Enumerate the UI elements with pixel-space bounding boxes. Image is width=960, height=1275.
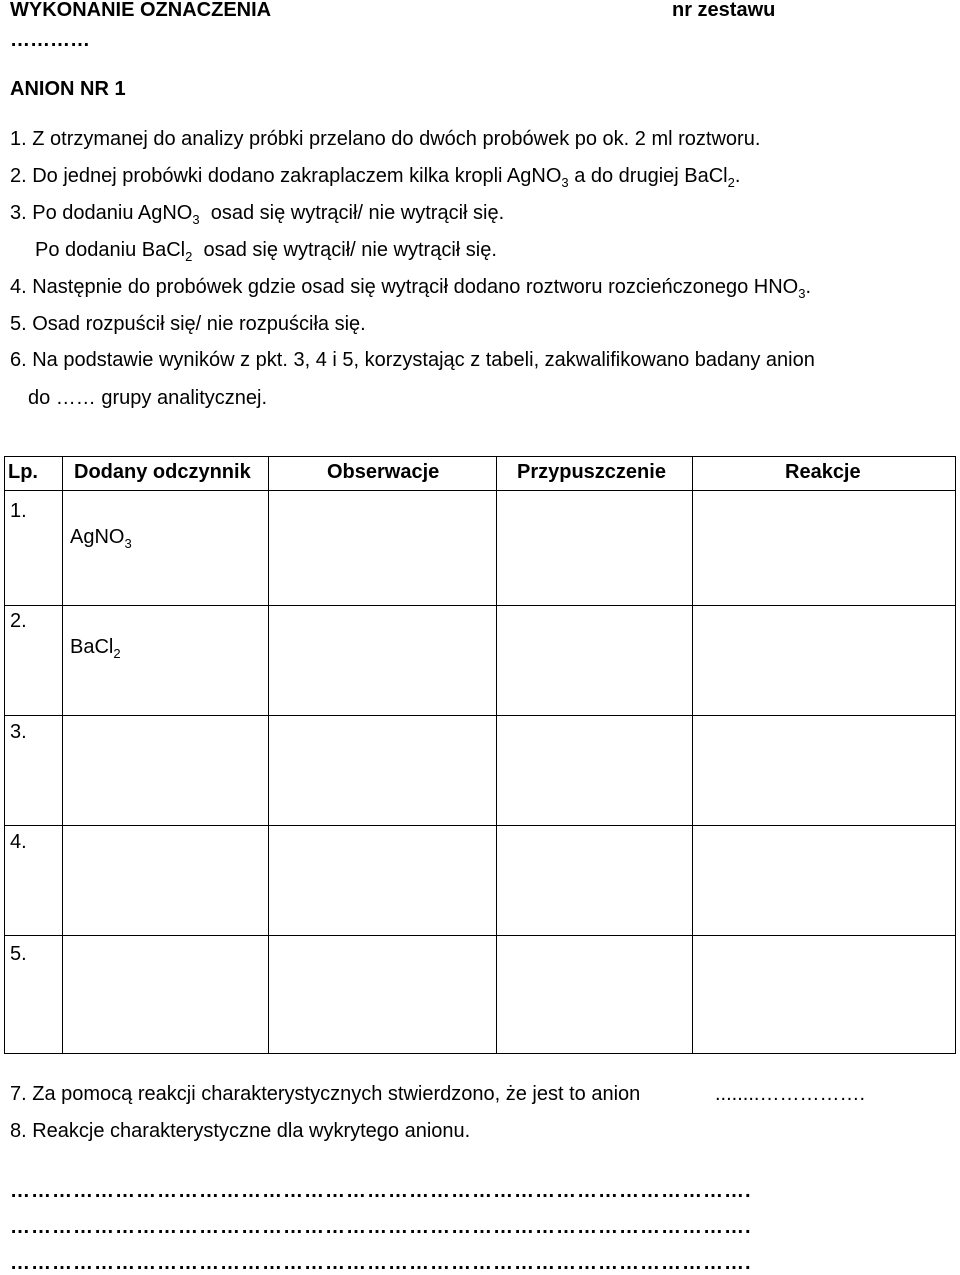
table-border-right <box>955 456 956 1054</box>
table-row-number: 3. <box>10 721 27 743</box>
table-header-observations: Obserwacje <box>327 461 440 483</box>
table-col-divider <box>268 456 269 1054</box>
step-1: 1. Z otrzymanej do analizy próbki przelano do dwóch probówek po ok. 2 ml roztworu. <box>10 128 761 150</box>
table-col-divider <box>62 456 63 1054</box>
step-7-blank: ........……………. <box>715 1083 866 1105</box>
step-2 <box>10 164 740 190</box>
step-2-text-a: 2. Do jednej probówki dodano zakraplaczem kilka kropli AgNO <box>10 165 562 187</box>
step-4 <box>10 275 811 301</box>
table-row-number: 5. <box>10 943 27 965</box>
table-col-divider <box>692 456 693 1054</box>
table-header-reagent: Dodany odczynnik <box>74 461 251 483</box>
step-3-bacl-subscript: 2 <box>185 249 193 264</box>
step-3-bacl <box>35 238 497 264</box>
table-border-left <box>4 456 5 1054</box>
set-number-label: nr zestawu <box>672 0 776 21</box>
section-title: ANION NR 1 <box>10 78 126 100</box>
step-4-text-a: 4. Następnie do probówek gdzie osad się wytrącił dodano roztworu rozcieńczonego HNO <box>10 276 799 298</box>
answer-line[interactable]: ……………………………………………………………………………………………. <box>10 1252 752 1274</box>
table-header-divider <box>4 490 956 491</box>
step-3-subscript: 3 <box>192 212 200 227</box>
table-border-bottom <box>4 1053 956 1054</box>
step-8: 8. Reakcje charakterystyczne dla wykrytego anionu. <box>10 1120 471 1142</box>
step-3-text-a: 3. Po dodaniu AgNO <box>10 202 193 224</box>
table-header-hypothesis: Przypuszczenie <box>517 461 666 483</box>
step-4-subscript: 3 <box>798 286 806 301</box>
table-row-divider <box>4 825 956 826</box>
reagent-formula: AgNO <box>70 526 125 548</box>
step-2-text-b: a do drugiej BaCl <box>568 165 728 187</box>
answer-line[interactable]: ……………………………………………………………………………………………. <box>10 1180 752 1202</box>
step-3 <box>10 201 504 227</box>
results-table <box>4 456 956 1054</box>
step-3-bacl-text-b: osad się wytrącił/ nie wytrącił się. <box>192 239 497 261</box>
table-row-divider <box>4 715 956 716</box>
table-row-number: 1. <box>10 500 27 522</box>
step-7: 7. Za pomocą reakcji charakterystycznych stwierdzono, że jest to anion <box>10 1083 641 1105</box>
step-3-bacl-text-a: Po dodaniu BaCl <box>35 239 186 261</box>
table-border-top <box>4 456 956 457</box>
table-row-number: 4. <box>10 831 27 853</box>
step-3-text-b: osad się wytrącił/ nie wytrącił się. <box>199 202 505 224</box>
table-row-reagent <box>70 525 132 551</box>
table-row-reagent <box>70 635 121 661</box>
step-2-subscript: 2 <box>727 175 735 190</box>
step-2-subscript: 3 <box>561 175 569 190</box>
reagent-formula: BaCl <box>70 636 114 658</box>
table-header-reactions: Reakcje <box>785 461 861 483</box>
step-4-text-b: . <box>805 276 811 298</box>
step-5: 5. Osad rozpuścił się/ nie rozpuściła się. <box>10 313 366 335</box>
table-row-divider <box>4 935 956 936</box>
table-row-divider <box>4 605 956 606</box>
reagent-subscript: 3 <box>124 536 132 551</box>
page-title: WYKONANIE OZNACZENIA <box>10 0 272 21</box>
reagent-subscript: 2 <box>113 646 121 661</box>
step-6-line-2: do …… grupy analitycznej. <box>28 387 268 409</box>
table-col-divider <box>496 456 497 1054</box>
table-header-lp: Lp. <box>8 461 38 483</box>
set-number-blank: ………… <box>10 29 90 51</box>
answer-line[interactable]: ……………………………………………………………………………………………. <box>10 1216 752 1238</box>
step-6: 6. Na podstawie wyników z pkt. 3, 4 i 5, korzystając z tabeli, zakwalifikowano badany anion <box>10 349 815 371</box>
table-row-number: 2. <box>10 610 27 632</box>
step-2-text-c: . <box>734 165 741 187</box>
